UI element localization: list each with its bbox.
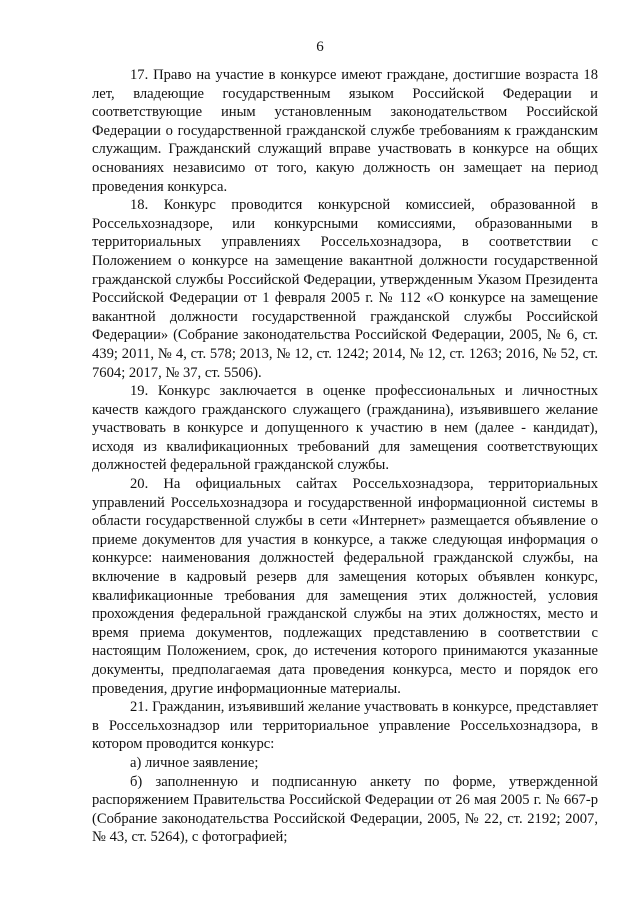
paragraph-19: 19. Конкурс заключается в оценке профессиональных и личностных качеств каждого гражданского служащего (гражданина), изъявившего желание участвовать в конкурсе и допущенного к участию в нем (далее - кандидат), исходя из квалификационных требований для замещения соответствующих должностей федеральной гражданской службы. (92, 383, 598, 474)
paragraph-20: 20. На официальных сайтах Россельхознадзора, территориальных управлений Россельхознадзора и государственной информационной системы в области государственной службы в сети «Интернет» размещается объявление о приеме документов для участия в конкурсе, а также следующая информация о конкурсе: наименования должностей федеральной гражданской службы, на включение в кадровый резерв для замещения которых объявлен конкурс, квалификационные требования для замещения этих должностей, условия прохождения федеральной гражданской службы на этих должностях, место и время приема документов, подлежащих представлению в соответствии с настоящим Положением, срок, до истечения которого принимаются указанные документы, предполагаемая дата проведения конкурса, место и порядок его проведения, другие информационные материалы. (92, 476, 598, 697)
page-number: 6 (316, 39, 324, 55)
document-body (92, 66, 598, 847)
paragraph-17: 17. Право на участие в конкурсе имеют граждане, достигшие возраста 18 лет, владеющие государственным языком Российской Федерации и соответствующие иным установленным законодательством Российской Федерации о государственной гражданской службе требованиям к гражданским служащим. Гражданский служащий вправе участвовать в конкурсе на общих основаниях независимо от того, какую должность он замещает на период проведения конкурса. (92, 67, 598, 195)
paragraph-18: 18. Конкурс проводится конкурсной комиссией, образованной в Россельхознадзоре, или конкурсными комиссиями, образованными в территориальных управлениях Россельхознадзора, в соответствии с Положением о конкурсе на замещение вакантной должности государственной гражданской службы Российской Федерации, утвержденным Указом Президента Российской Федерации от 1 февраля 2005 г. № 112 «О конкурсе на замещение вакантной должности государственной гражданской службы Российской Федерации» (Собрание законодательства Российской Федерации, 2005, № 6, ст. 439; 2011, № 4, ст. 578; 2013, № 12, ст. 1242; 2014, № 12, ст. 1263; 2016, № 52, ст. 7604; 2017, № 37, ст. 5506). (92, 197, 598, 381)
paragraph-21: 21. Гражданин, изъявивший желание участвовать в конкурсе, представляет в Россельхознадзор или территориальное управление Россельхознадзора, в котором проводится конкурс: (92, 699, 598, 753)
paragraph-21-item-a: а) личное заявление; (130, 754, 259, 771)
paragraph-21-item-b: б) заполненную и подписанную анкету по форме, утвержденной распоряжением Правительства Российской Федерации от 26 мая 2005 г. № 667-р (Собрание законодательства Российской Федерации, 2005, № 22, ст. 2192; 2007, № 43, ст. 5264), с фотографией; (92, 773, 598, 846)
